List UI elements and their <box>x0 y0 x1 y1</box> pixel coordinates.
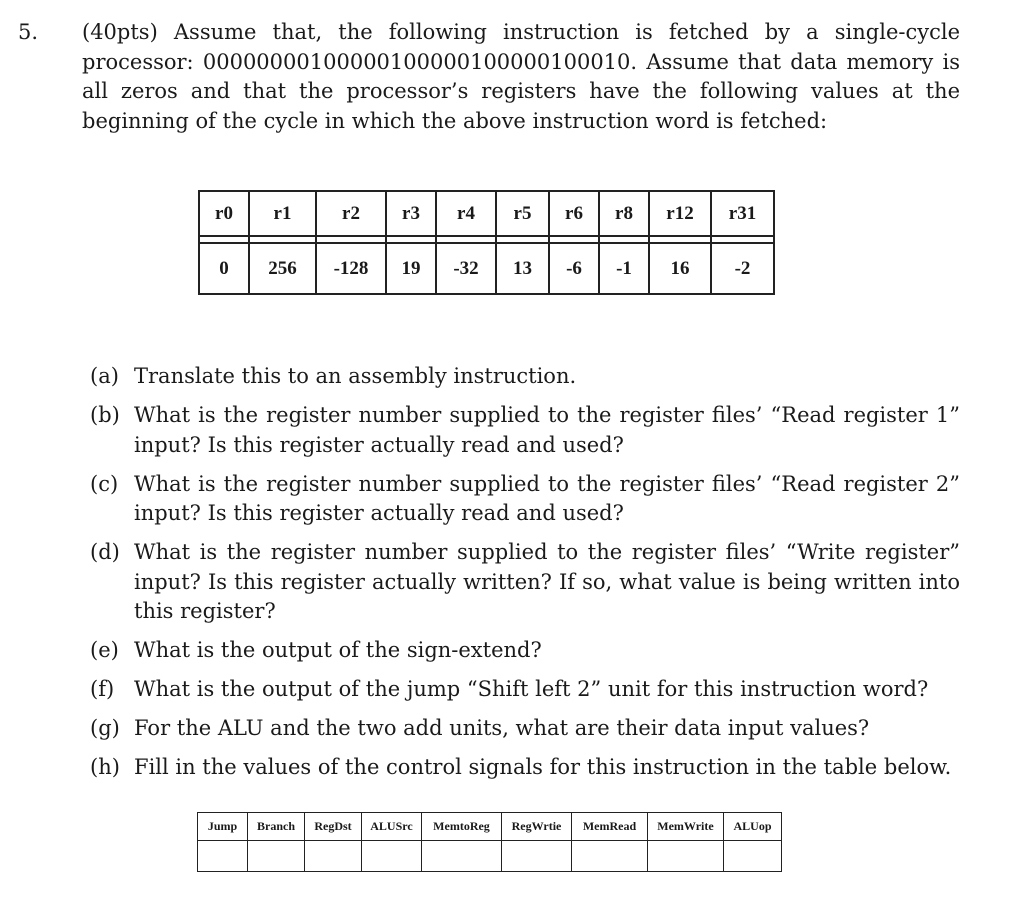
register-name: r0 <box>199 191 249 236</box>
question-list <box>90 362 960 792</box>
question-text: What is the output of the jump “Shift left 2” unit for this instruction word? <box>134 677 929 701</box>
control-signal-cell <box>362 841 422 872</box>
control-signal-name: ALUop <box>724 813 782 841</box>
question-label: (b) <box>90 403 120 427</box>
register-values-row <box>199 243 774 294</box>
control-signal-table <box>197 812 782 872</box>
question-text: What is the register number supplied to the register files’ “Write register” input? Is this register actually written? If so, what value is being written into this register? <box>134 540 960 623</box>
control-signal-cell <box>305 841 362 872</box>
question-item <box>90 753 960 783</box>
control-signal-name: ALUSrc <box>362 813 422 841</box>
register-value: -128 <box>316 243 386 294</box>
register-name: r31 <box>711 191 774 236</box>
register-name: r1 <box>249 191 316 236</box>
question-text: Translate this to an assembly instruction. <box>134 364 577 388</box>
register-value: 19 <box>386 243 436 294</box>
question-label: (h) <box>90 755 120 779</box>
control-signal-values-row <box>198 841 782 872</box>
question-label: (d) <box>90 540 120 564</box>
control-signal-cell <box>572 841 648 872</box>
register-value: 16 <box>649 243 711 294</box>
question-text: What is the register number supplied to the register files’ “Read register 1” input? Is this register actually read and used? <box>134 403 960 457</box>
question-label: (g) <box>90 716 120 740</box>
question-label: (f) <box>90 677 115 701</box>
question-label: (a) <box>90 364 119 388</box>
register-value: -6 <box>549 243 599 294</box>
control-signal-name: MemtoReg <box>422 813 502 841</box>
register-value: -32 <box>436 243 496 294</box>
control-signal-header-row <box>198 813 782 841</box>
register-name: r4 <box>436 191 496 236</box>
question-item <box>90 362 960 392</box>
control-signal-cell <box>724 841 782 872</box>
register-value: -1 <box>599 243 649 294</box>
question-item <box>90 636 960 666</box>
question-text: What is the register number supplied to the register files’ “Read register 2” input? Is this register actually read and used? <box>134 471 960 525</box>
problem-text: (40pts) Assume that, the following instruction is fetched by a single-cycle processor: 00000000100000100000100000100010. Assume that data memory is all zeros and that the processor’s registers have the following values at the beginning of the cycle in which the above instruction word is fetched: <box>82 20 960 133</box>
question-item <box>90 538 960 627</box>
control-signal-cell <box>198 841 248 872</box>
register-name: r8 <box>599 191 649 236</box>
question-item <box>90 675 960 705</box>
register-value: 13 <box>496 243 549 294</box>
register-names-row <box>199 191 774 236</box>
register-name: r2 <box>316 191 386 236</box>
control-signal-name: MemRead <box>572 813 648 841</box>
question-item <box>90 401 960 460</box>
question-item <box>90 470 960 529</box>
control-signal-name: RegDst <box>305 813 362 841</box>
control-signal-cell <box>248 841 305 872</box>
control-signal-name: Jump <box>198 813 248 841</box>
problem-number: 5. <box>18 20 39 44</box>
control-signal-cell <box>648 841 724 872</box>
register-table <box>198 190 775 295</box>
register-value: 0 <box>199 243 249 294</box>
control-signal-name: Branch <box>248 813 305 841</box>
register-name: r6 <box>549 191 599 236</box>
question-text: What is the output of the sign-extend? <box>134 638 542 662</box>
question-text: Fill in the values of the control signals for this instruction in the table below. <box>134 755 952 779</box>
question-item <box>90 714 960 744</box>
control-signal-cell <box>422 841 502 872</box>
register-value: 256 <box>249 243 316 294</box>
register-name: r12 <box>649 191 711 236</box>
problem-statement <box>18 18 960 136</box>
register-value: -2 <box>711 243 774 294</box>
control-signal-cell <box>502 841 572 872</box>
control-signal-name: MemWrite <box>648 813 724 841</box>
control-signal-name: RegWrtie <box>502 813 572 841</box>
register-name: r3 <box>386 191 436 236</box>
question-label: (c) <box>90 471 119 496</box>
question-label: (e) <box>90 638 119 662</box>
register-name: r5 <box>496 191 549 236</box>
question-text: For the ALU and the two add units, what are their data input values? <box>134 716 870 740</box>
